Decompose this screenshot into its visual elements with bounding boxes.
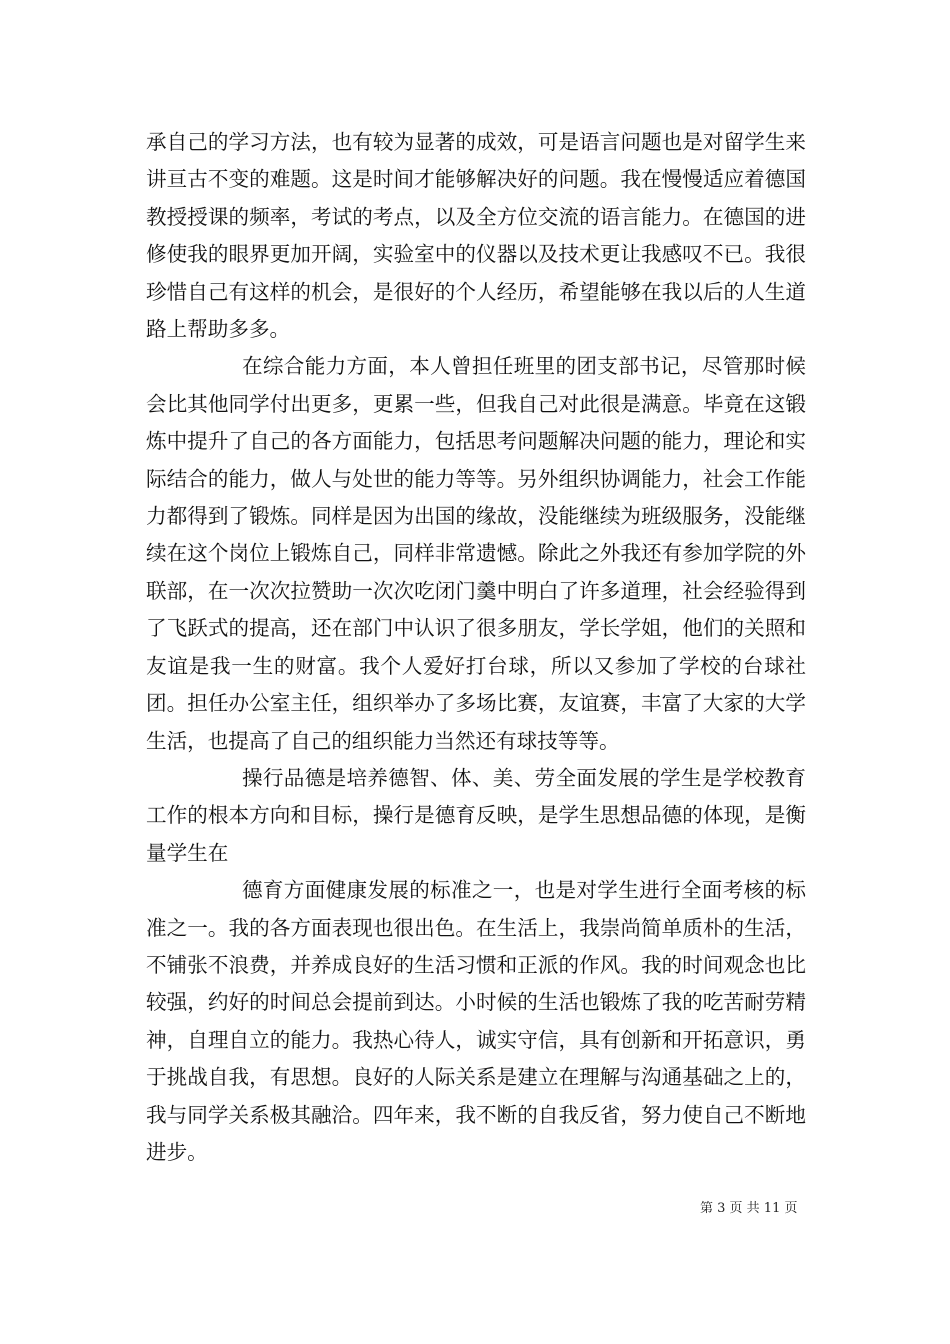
paragraph-comprehensive-ability: 在综合能力方面，本人曾担任班里的团支部书记，尽管那时候会比其他同学付出更多，更累一些，但我自己对此很是满意。毕竟在这锻炼中提升了自己的各方面能力，包括思考问题解决问题的能力，理论和实际结合的能力，做人与处世的能力等等。另外组织协调能力，社会工作能力都得到了锻炼。同样是因为出国的缘故，没能继续为班级服务，没能继续在这个岗位上锻炼自己，同样非常遗憾。除此之外我还有参加学院的外联部，在一次次拉赞助一次次吃闭门羹中明白了许多道理，社会经验得到了飞跃式的提高，还在部门中认识了很多朋友，学长学姐，他们的关照和友谊是我一生的财富。我个人爱好打台球，所以又参加了学校的台球社团。担任办公室主任，组织举办了多场比赛，友谊赛，丰富了大家的大学生活，也提高了自己的组织能力当然还有球技等等。 — [146, 354, 806, 753]
page-number-footer: 第 3 页 共 11 页 — [700, 1201, 798, 1216]
paragraph-study-abroad: 承自己的学习方法，也有较为显著的成效，可是语言问题也是对留学生来讲亘古不变的难题。这是时间才能够解决好的问题。我在慢慢适应着德国教授授课的频率，考试的考点，以及全方位交流的语言能力。在德国的进修使我的眼界更加开阔，实验室中的仪器以及技术更让我感叹不已。我很珍惜自己有这样的机会，是很好的个人经历，希望能够在我以后的人生道路上帮助多多。 — [146, 130, 806, 342]
paragraph-moral-conduct: 操行品德是培养德智、体、美、劳全面发展的学生是学校教育工作的根本方向和目标，操行是德育反映，是学生思想品德的体现，是衡量学生在 — [146, 765, 806, 865]
paragraph-moral-development: 德育方面健康发展的标准之一，也是对学生进行全面考核的标准之一。我的各方面表现也很出色。在生活上，我崇尚简单质朴的生活，不铺张不浪费，并养成良好的生活习惯和正派的作风。我的时间观念也比较强，约好的时间总会提前到达。小时候的生活也锻炼了我的吃苦耐劳精神，自理自立的能力。我热心待人，诚实守信，具有创新和开拓意识，勇于挑战自我，有思想。良好的人际关系是建立在理解与沟通基础之上的，我与同学关系极其融洽。四年来，我不断的自我反省，努力使自己不断地进步。 — [146, 878, 806, 1164]
document-body — [146, 124, 806, 1171]
